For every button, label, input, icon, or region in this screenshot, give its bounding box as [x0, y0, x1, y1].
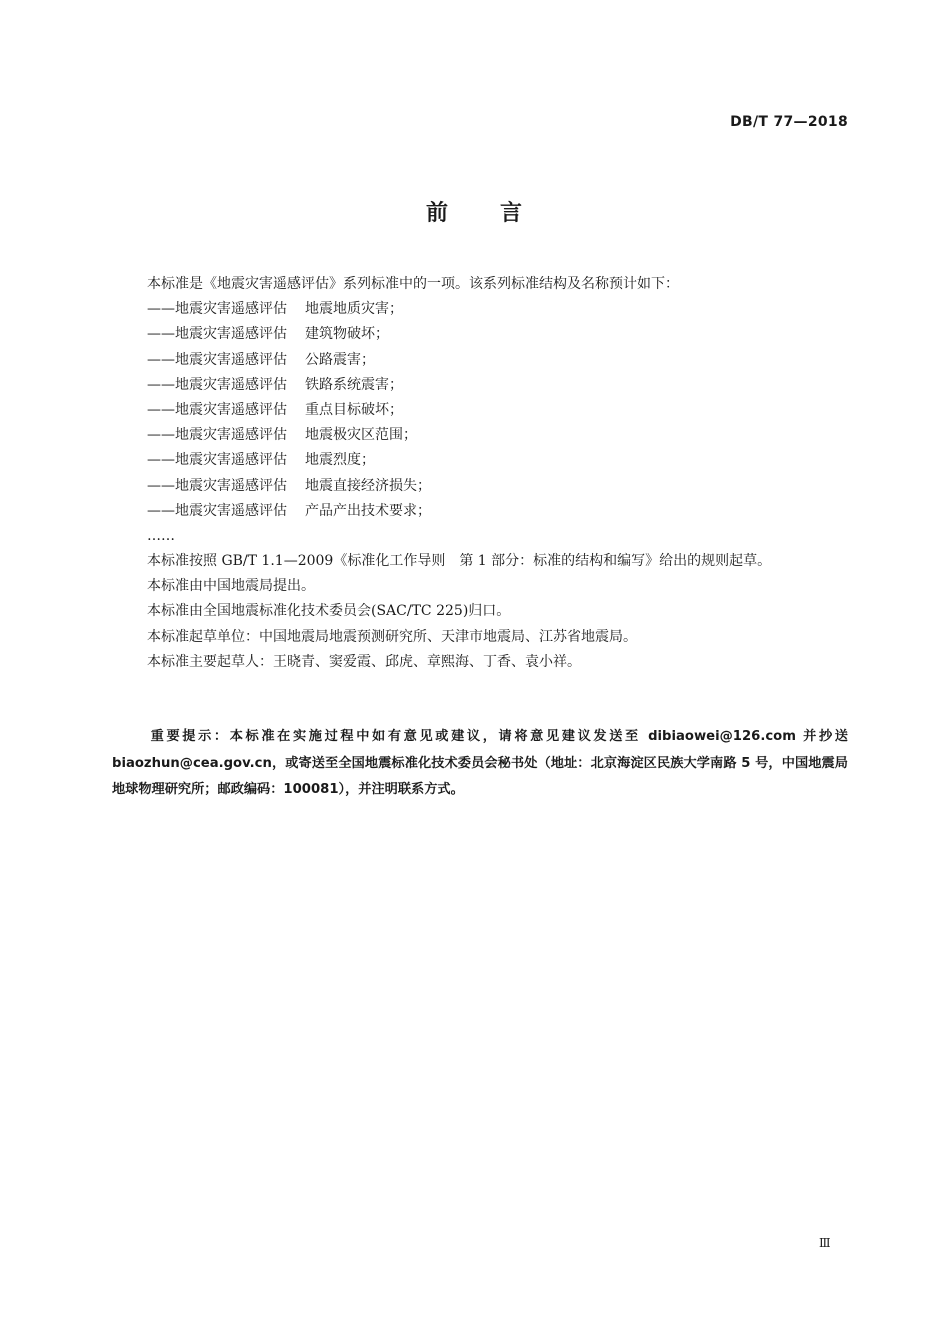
series-title: 建筑物破坏； [305, 326, 389, 343]
series-title: 地震直接经济损失； [305, 477, 431, 494]
series-item [147, 499, 867, 524]
series-prefix: ——地震灾害遥感评估 [147, 351, 287, 368]
series-item [147, 297, 867, 322]
proposed-by-paragraph: 本标准由中国地震局提出。 [147, 578, 315, 595]
document-code: DB/T 77—2018 [730, 114, 848, 130]
series-prefix: ——地震灾害遥感评估 [147, 452, 287, 469]
important-notice [112, 724, 848, 804]
series-prefix: ——地震灾害遥感评估 [147, 376, 287, 393]
title-char-2: 言 [500, 201, 525, 226]
series-title: 地震烈度； [305, 452, 375, 469]
notice-text: 重要提示：本标准在实施过程中如有意见或建议，请将意见建议发送至 dibiaowei@126.com 并抄送 biaozhun@cea.gov.cn，或寄送至全国地震标准化技术委员会秘书处（地址：北京海淀区民族大学南路 5 号，中国地震局地球物理研究所；邮政编码：100081），并注明联系方式。 [112, 729, 848, 797]
series-prefix: ——地震灾害遥感评估 [147, 477, 287, 494]
page-number: Ⅲ [819, 1236, 831, 1250]
drafting-rule-paragraph: 本标准按照 GB/T 1.1—2009《标准化工作导则 第 1 部分：标准的结构和编写》给出的规则起草。 [147, 553, 772, 570]
series-title: 重点目标破坏； [305, 401, 403, 418]
series-title: 产品产出技术要求； [305, 502, 431, 519]
managed-by-paragraph: 本标准由全国地震标准化技术委员会(SAC/TC 225)归口。 [147, 603, 511, 620]
series-title: 地震地质灾害； [305, 301, 403, 318]
series-title: 铁路系统震害； [305, 376, 403, 393]
ellipsis: …… [147, 527, 175, 544]
series-prefix: ——地震灾害遥感评估 [147, 427, 287, 444]
series-item [147, 448, 867, 473]
series-item [147, 373, 867, 398]
intro-paragraph: 本标准是《地震灾害遥感评估》系列标准中的一项。该系列标准结构及名称预计如下： [147, 276, 679, 292]
drafting-units-paragraph: 本标准起草单位：中国地震局地震预测研究所、天津市地震局、江苏省地震局。 [147, 628, 637, 645]
series-item [147, 398, 867, 423]
series-item [147, 423, 867, 448]
series-title: 地震极灾区范围； [305, 427, 417, 444]
series-item [147, 322, 867, 347]
page-title [0, 196, 950, 227]
series-prefix: ——地震灾害遥感评估 [147, 301, 287, 318]
series-item [147, 348, 867, 373]
series-item [147, 474, 867, 499]
series-prefix: ——地震灾害遥感评估 [147, 502, 287, 519]
drafters-paragraph: 本标准主要起草人：王晓青、窦爱霞、邱虎、章熙海、丁香、袁小祥。 [147, 653, 581, 670]
foreword-body [147, 272, 867, 675]
title-char-1: 前 [425, 201, 450, 226]
series-prefix: ——地震灾害遥感评估 [147, 326, 287, 343]
series-title: 公路震害； [305, 351, 375, 368]
series-prefix: ——地震灾害遥感评估 [147, 401, 287, 418]
